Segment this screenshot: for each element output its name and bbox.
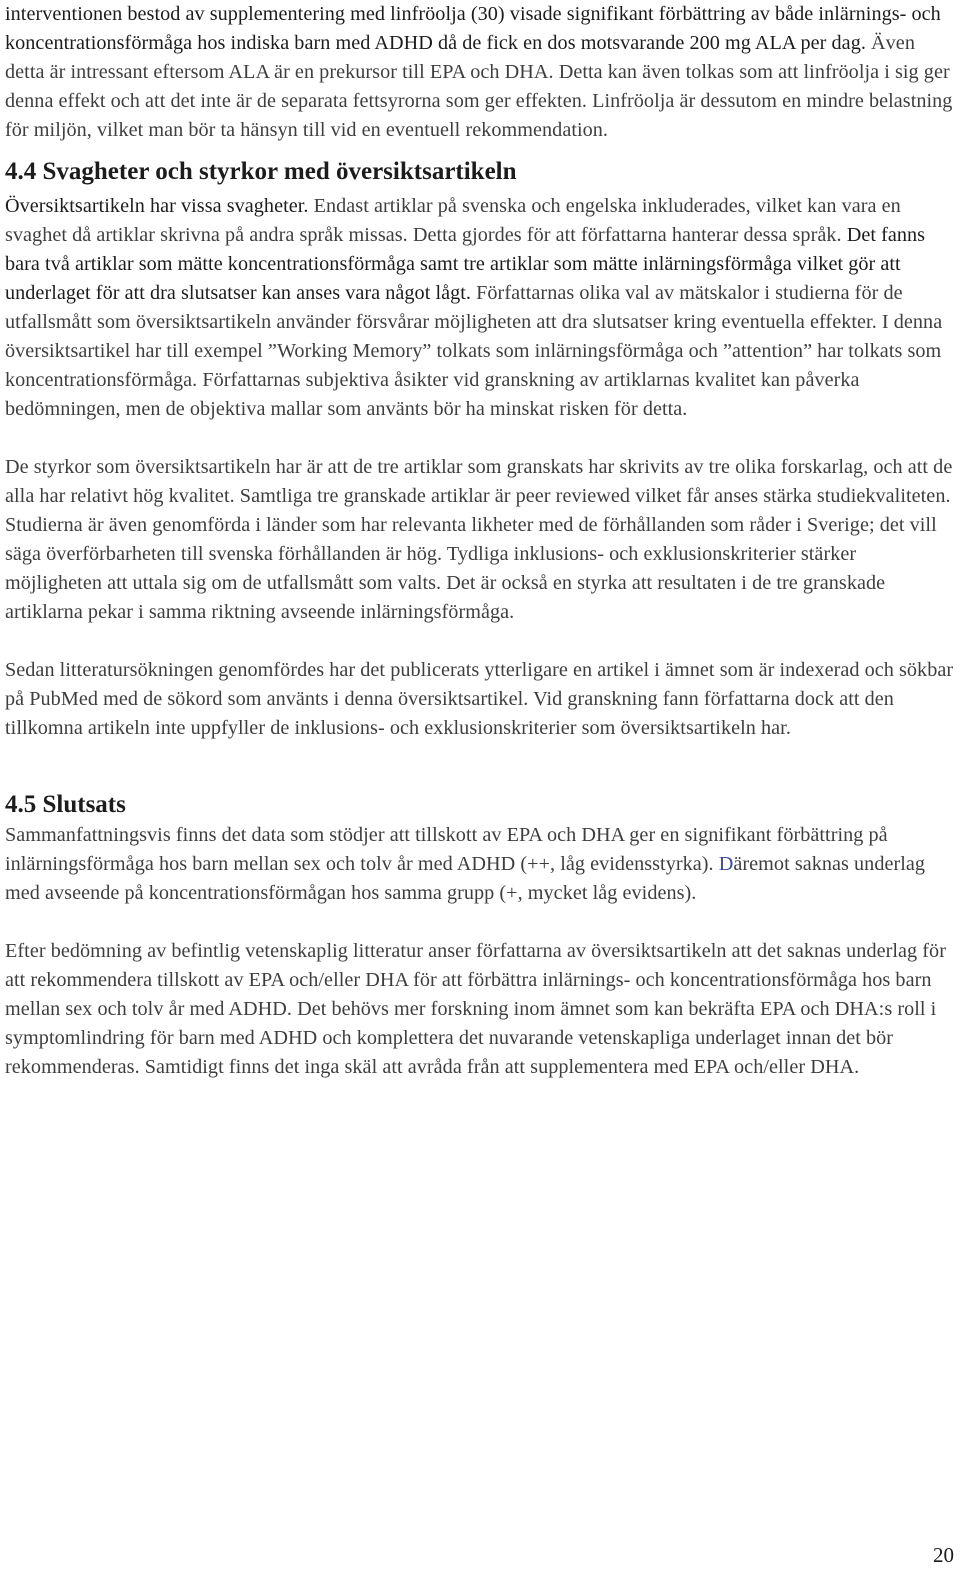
accent-letter: D (718, 853, 734, 875)
text-segment: Vid granskning fann författarna dock att den tillkomna artikeln inte uppfyller de inklusions- och exklusionskriterier som översiktsartikeln har. (5, 688, 894, 739)
paragraph-spacer (5, 424, 955, 453)
text-segment: Studierna är även genomförda i länder som har relevanta likheter med de förhållanden som råder i Sverige; det vill säga överförbarheten till svenska förhållanden är hög. (5, 514, 937, 565)
text-segment: I denna översiktsartikel har till exempel ”Working Memory” tolkats som inlärningsförmåga och ”attention” har tolkats som koncentrationsförmåga. (5, 311, 943, 391)
paragraph-conclusion-recommendation (5, 937, 955, 1082)
document-page (5, 0, 955, 1082)
page-number: 20 (933, 1543, 954, 1567)
text-segment: Det är också en styrka att resultaten i de tre granskade artiklarna pekar i samma riktning avseende inlärningsförmåga. (5, 572, 886, 623)
text-segment: äremot saknas underlag med avseende på koncentrationsförmågan hos samma grupp (+, mycket låg evidens). (5, 853, 926, 904)
paragraph-strengths (5, 453, 955, 627)
section-heading-4-4: 4.4 Svagheter och styrkor med översiktsartikeln (5, 158, 517, 185)
text-segment: Sammanfattningsvis finns det data som stödjer att tillskott av EPA och DHA ger en signifikant förbättring på inlärningsförmåga hos barn mellan sex och tolv år med ADHD (++, låg evidensstyrka). (5, 824, 888, 875)
section-heading-4-5: 4.5 Slutsats (5, 791, 126, 818)
text-segment: Samtliga tre granskade artiklar är peer reviewed vilket får anses stärka studiekvaliteten. (239, 485, 951, 507)
paragraph-weaknesses (5, 192, 955, 424)
text-segment: Samtidigt finns det inga skäl att avråda från att supplementera med EPA och/eller DHA. (144, 1056, 860, 1078)
text-segment: Det behövs mer forskning inom ämnet som kan bekräfta EPA och DHA:s roll i symptomlindring för barn med ADHD och komplettera det nuvarande vetenskapliga underlaget innan det bör rekommenderas. (5, 998, 937, 1078)
text-segment: De styrkor som översiktsartikeln har är att de tre artiklar som granskats har skrivits av tre olika forskarlag, och att de alla har relativt hög kvalitet. (5, 456, 953, 507)
text-segment: Det fanns bara två artiklar som mätte koncentrationsförmåga samt tre artiklar som mätte inlärningsförmåga vilket gör att underlaget för att dra slutsatser kan anses vara något lågt. (5, 224, 926, 304)
text-segment: Även detta är intressant eftersom ALA är en prekursor till EPA och DHA. (5, 32, 915, 83)
text-segment: Efter bedömning av befintlig vetenskaplig litteratur anser författarna av översiktsartikeln att det saknas underlag för att rekommendera tillskott av EPA och/eller DHA för att förbättra inlärnings- och koncentrationsförmåga hos barn mellan sex och tolv år med ADHD. (5, 940, 946, 1020)
text-segment: Författarnas subjektiva åsikter vid granskning av artiklarnas kvalitet kan påverka bedömningen, men de objektiva mallar som använts bör ha minskat risken för detta. (5, 369, 860, 420)
paragraph-spacer (5, 908, 955, 937)
paragraph-new-article (5, 656, 955, 743)
text-segment: Sedan litteratursökningen genomfördes har det publicerats ytterligare en artikel i ämnet som är indexerad och sökbar på PubMed med de sökord som använts i denna översiktsartikel. (5, 659, 954, 710)
text-segment: Linfröolja är dessutom en mindre belastning för miljön, vilket man bör ta hänsyn till vid en eventuell rekommendation. (5, 90, 953, 141)
text-segment: Endast artiklar på svenska och engelska inkluderades, vilket kan vara en svaghet då artiklar skrivna på andra språk missas. Detta gjordes för att författarna hanterar dessa språk. (5, 195, 901, 246)
text-segment: Detta kan även tolkas som att linfröolja i sig ger denna effekt och att det inte är de separata fettsyrorna som ger effekten. (5, 61, 950, 112)
text-segment: Författarnas olika val av mätskalor i studierna för de utfallsmått som översiktsartikeln använder försvårar möjligheten att dra slutsatser kring eventuella effekter. (5, 282, 903, 333)
paragraph-linseed-oil (5, 0, 955, 145)
paragraph-conclusion-summary (5, 821, 955, 908)
section-spacer (5, 743, 955, 790)
text-segment: interventionen bestod av supplementering med linfröolja (30) visade signifikant förbättring av både inlärnings- och koncentrationsförmåga hos indiska barn med ADHD då de fick en dos motsvarande 200 mg ALA per dag. (5, 3, 941, 54)
paragraph-spacer (5, 627, 955, 656)
text-segment: Tydliga inklusions- och exklusionskriterier stärker möjligheten att uttala sig om de utfallsmått som valts. (5, 543, 857, 594)
text-segment: Översiktsartikeln har vissa svagheter. (5, 195, 314, 217)
